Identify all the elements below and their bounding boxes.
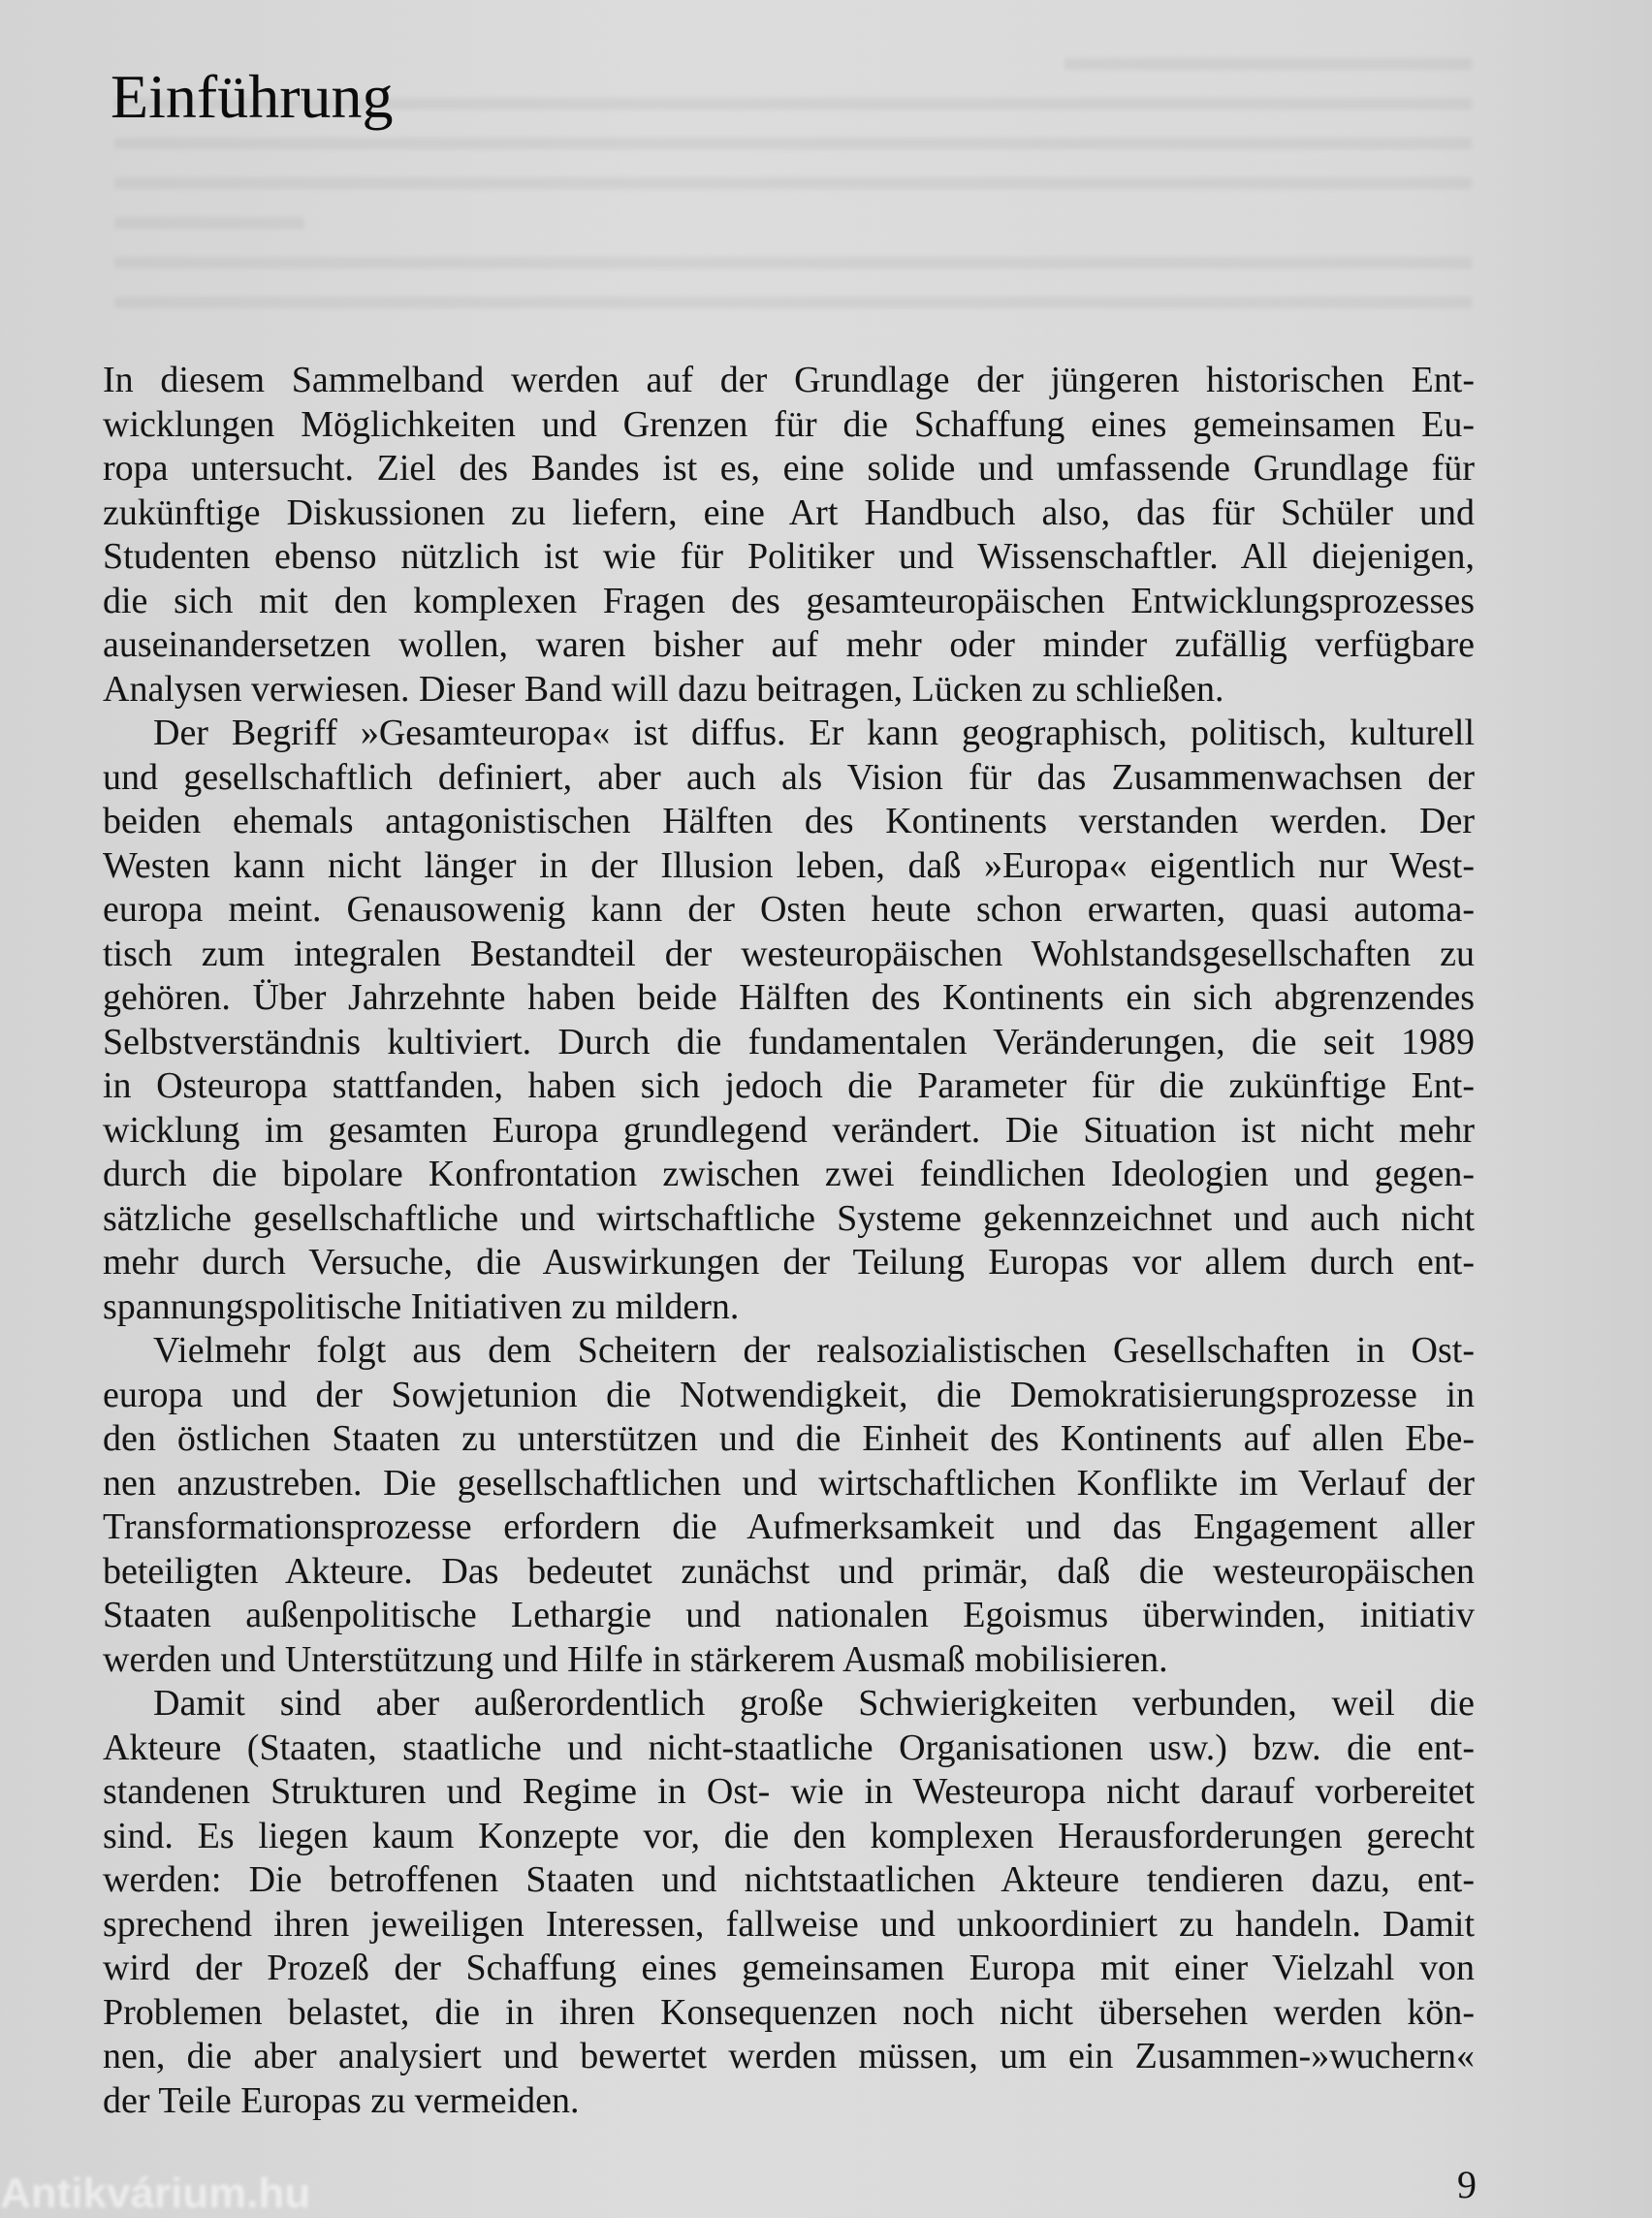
chapter-title: Einführung	[111, 62, 394, 131]
text-line: wird der Prozeß der Schaffung eines gemeinsamen Europa mit einer Vielzahl von	[103, 1948, 1475, 1988]
text-line: Analysen verwiesen. Dieser Band will dazu beitragen, Lücken zu schließen.	[103, 668, 1224, 710]
text-line: nen, die aber analysiert und bewertet werden müssen, um ein Zusammen-»wuchern«	[103, 2036, 1475, 2076]
text-line: und gesellschaftlich definiert, aber auch als Vision für das Zusammenwachsen der	[103, 756, 1475, 798]
text-line: die sich mit den komplexen Fragen des gesamteuropäischen Entwicklungsprozesses	[103, 580, 1475, 621]
text-line: sind. Es liegen kaum Konzepte vor, die den komplexen Herausforderungen gerecht	[103, 1815, 1475, 1856]
body-text	[103, 359, 1475, 2123]
text-line: wicklung im gesamten Europa grundlegend verändert. Die Situation ist nicht mehr	[103, 1109, 1475, 1151]
text-line: standenen Strukturen und Regime in Ost- wie in Westeuropa nicht darauf vorbereitet	[103, 1771, 1475, 1812]
text-line: spannungspolitische Initiativen zu mildern.	[103, 1285, 740, 1327]
watermark: Antikvárium.hu	[0, 2170, 311, 2217]
text-line: wicklungen Möglichkeiten und Grenzen für die Schaffung eines gemeinsamen Eu-	[103, 403, 1475, 445]
text-line: in Osteuropa stattfanden, haben sich jedoch die Parameter für die zukünftige Ent-	[103, 1065, 1475, 1106]
text-line: durch die bipolare Konfrontation zwischen zwei feindlichen Ideologien und gegen-	[103, 1154, 1475, 1194]
paragraph	[103, 712, 1475, 1329]
text-line: tisch zum integralen Bestandteil der westeuropäischen Wohlstandsgesellschaften zu	[103, 933, 1475, 974]
text-line: werden und Unterstützung und Hilfe in stärkerem Ausmaß mobilisieren.	[103, 1638, 1168, 1680]
text-line: nen anzustreben. Die gesellschaftlichen und wirtschaftlichen Konflikte im Verlauf der	[103, 1462, 1475, 1504]
paragraph	[103, 1329, 1475, 1682]
text-line: Selbstverständnis kultiviert. Durch die fundamentalen Veränderungen, die seit 1989	[103, 1021, 1475, 1062]
text-line: der Teile Europas zu vermeiden.	[103, 2079, 580, 2121]
text-line: Transformationsprozesse erfordern die Aufmerksamkeit und das Engagement aller	[103, 1506, 1475, 1547]
text-line: Westen kann nicht länger in der Illusion leben, daß »Europa« eigentlich nur West-	[103, 844, 1475, 886]
text-line: Damit sind aber außerordentlich große Schwierigkeiten verbunden, weil die	[153, 1683, 1475, 1724]
text-line: europa meint. Genausowenig kann der Osten heute schon erwarten, quasi automa-	[103, 889, 1475, 930]
paragraph	[103, 1682, 1475, 2123]
text-line: sätzliche gesellschaftliche und wirtschaftliche Systeme gekennzeichnet und auch nicht	[103, 1197, 1475, 1239]
text-line: Vielmehr folgt aus dem Scheitern der realsozialistischen Gesellschaften in Ost-	[153, 1330, 1475, 1371]
text-line: zukünftige Diskussionen zu liefern, eine Art Handbuch also, das für Schüler und	[103, 491, 1475, 533]
paragraph	[103, 359, 1475, 712]
text-line: Der Begriff »Gesamteuropa« ist diffus. Er kann geographisch, politisch, kulturell	[153, 713, 1475, 753]
text-line: Akteure (Staaten, staatliche und nicht-staatliche Organisationen usw.) bzw. die ent-	[103, 1727, 1475, 1768]
text-line: Studenten ebenso nützlich ist wie für Politiker und Wissenschaftler. All diejenigen,	[103, 536, 1475, 577]
text-line: Problemen belastet, die in ihren Konsequenzen noch nicht übersehen werden kön-	[103, 1991, 1475, 2033]
text-line: ropa untersucht. Ziel des Bandes ist es, eine solide und umfassende Grundlage für	[103, 448, 1475, 489]
text-line: mehr durch Versuche, die Auswirkungen der Teilung Europas vor allem durch ent-	[103, 1242, 1475, 1283]
text-line: beteiligten Akteure. Das bedeutet zunächst und primär, daß die westeuropäischen	[103, 1550, 1475, 1592]
text-line: sprechend ihren jeweiligen Interessen, fallweise und unkoordiniert zu handeln. Damit	[103, 1903, 1475, 1945]
text-line: europa und der Sowjetunion die Notwendigkeit, die Demokratisierungsprozesse in	[103, 1374, 1475, 1415]
text-line: In diesem Sammelband werden auf der Grundlage der jüngeren historischen Ent-	[103, 360, 1475, 400]
text-line: werden: Die betroffenen Staaten und nichtstaatlichen Akteure tendieren dazu, ent-	[103, 1859, 1475, 1900]
text-line: auseinandersetzen wollen, waren bisher auf mehr oder minder zufällig verfügbare	[103, 624, 1475, 665]
text-line: den östlichen Staaten zu unterstützen und die Einheit des Kontinents auf allen Ebe-	[103, 1418, 1475, 1459]
text-line: beiden ehemals antagonistischen Hälften des Kontinents verstanden werden. Der	[103, 801, 1475, 841]
page-number: 9	[1457, 2163, 1477, 2206]
text-line: gehören. Über Jahrzehnte haben beide Hälften des Kontinents ein sich abgrenzendes	[103, 977, 1475, 1018]
text-line: Staaten außenpolitische Lethargie und nationalen Egoismus überwinden, initiativ	[103, 1595, 1475, 1635]
